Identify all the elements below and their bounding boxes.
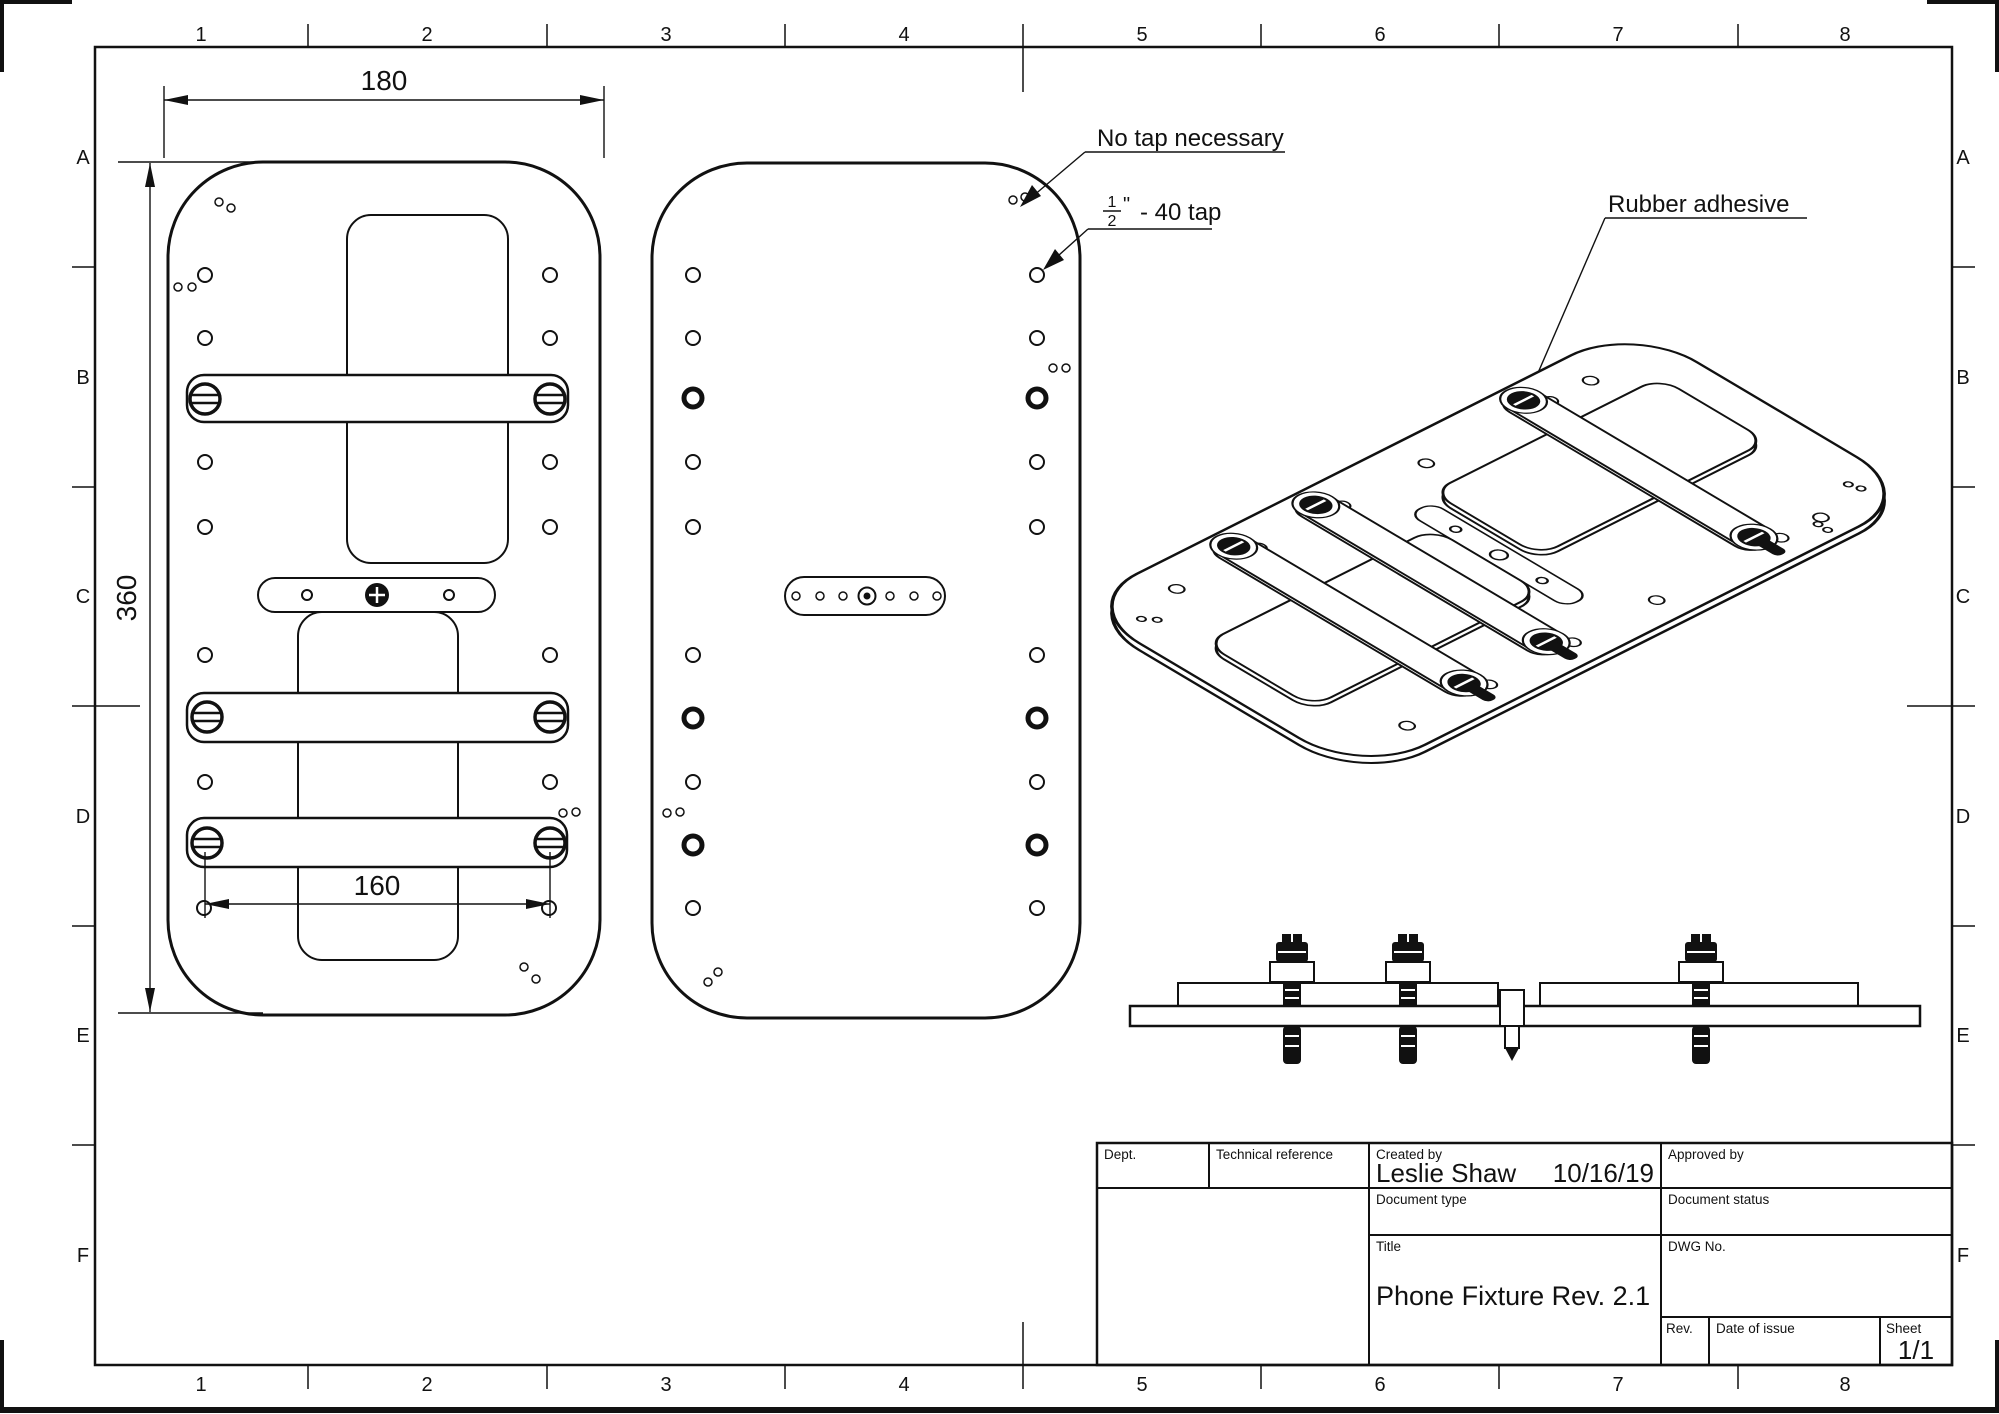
- grid-row-label: F: [76, 1245, 90, 1267]
- document-status-label: Document status: [1668, 1192, 1770, 1207]
- created-by-value: Leslie Shaw: [1376, 1158, 1517, 1188]
- grid-row-label: A: [1956, 147, 1970, 169]
- page-bottom-edge: [0, 1407, 1999, 1413]
- annotation-no-tap: [1020, 125, 1285, 207]
- grid-col-label: 2: [421, 24, 433, 46]
- dim-height-text: 360: [111, 574, 142, 622]
- hole-pattern: [686, 268, 1044, 915]
- grid-row-label: F: [1956, 1245, 1970, 1267]
- dimension-180: [164, 65, 604, 158]
- date-of-issue-label: Date of issue: [1716, 1321, 1795, 1336]
- dwg-no-label: DWG No.: [1668, 1239, 1726, 1254]
- isometric-view: [1069, 324, 1928, 783]
- grid-row-label: D: [1955, 806, 1971, 828]
- rubber-adhesive-text: Rubber adhesive: [1608, 191, 1790, 218]
- grid-row-label: C: [75, 586, 91, 608]
- title-label: Title: [1376, 1239, 1402, 1254]
- rev-label: Rev.: [1666, 1321, 1693, 1336]
- grid-row-label: B: [76, 367, 90, 389]
- grid-col-label: 4: [898, 1374, 910, 1396]
- sheet-value: 1/1: [1897, 1335, 1935, 1365]
- side-center-pin: [1500, 990, 1524, 1061]
- no-tap-text: No tap necessary: [1097, 125, 1284, 152]
- grid-col-label: 1: [195, 24, 207, 46]
- technical-reference-label: Technical reference: [1216, 1147, 1334, 1162]
- dim-width-text: 180: [360, 65, 408, 96]
- grid-row-label: E: [1956, 1025, 1970, 1047]
- pilot-hole-pairs: [663, 193, 1070, 986]
- created-date-value: 10/16/19: [1552, 1158, 1654, 1188]
- grid-col-label: 1: [195, 1374, 207, 1396]
- tap-fraction-denominator: 2: [1107, 213, 1117, 230]
- side-screws: [1270, 934, 1723, 1064]
- dim-screw-spacing-text: 160: [353, 870, 401, 901]
- drawing-title: Phone Fixture Rev. 2.1: [1376, 1281, 1651, 1311]
- grid-col-label: 8: [1839, 1374, 1851, 1396]
- grid-row-label: A: [76, 147, 90, 169]
- grid-row-label: E: [76, 1025, 90, 1047]
- tap-inch-mark: ": [1123, 194, 1131, 216]
- tapped-holes: [684, 389, 1046, 854]
- grid-col-label: 6: [1374, 1374, 1386, 1396]
- clamp-bars: [187, 375, 568, 867]
- grid-col-label: 6: [1374, 24, 1386, 46]
- dimension-360: [111, 162, 263, 1013]
- title-block: [1097, 1143, 1952, 1365]
- grid-col-label: 3: [660, 24, 672, 46]
- annotation-tap: [1043, 194, 1221, 270]
- approved-by-label: Approved by: [1668, 1147, 1744, 1162]
- center-strip: [258, 578, 495, 612]
- tap-text: - 40 tap: [1140, 199, 1222, 226]
- grid-row-label: C: [1955, 586, 1971, 608]
- side-pad-left: [1178, 983, 1498, 1006]
- leader-arrow: [1020, 185, 1041, 207]
- grid-col-label: 7: [1612, 24, 1624, 46]
- tap-fraction-numerator: 1: [1107, 194, 1117, 211]
- front-view-plate: [652, 163, 1080, 1018]
- grid-col-label: 5: [1136, 24, 1148, 46]
- grid-row-label: B: [1956, 367, 1970, 389]
- dept-label: Dept.: [1104, 1147, 1137, 1162]
- grid-col-label: 8: [1839, 24, 1851, 46]
- grid-col-label: 2: [421, 1374, 433, 1396]
- sheet-label: Sheet: [1886, 1321, 1922, 1336]
- grid-col-label: 7: [1612, 1374, 1624, 1396]
- grid-row-label: D: [75, 806, 91, 828]
- grid-col-label: 5: [1136, 1374, 1148, 1396]
- center-strip: [785, 577, 945, 615]
- grid-col-label: 3: [660, 1374, 672, 1396]
- grid-col-label: 4: [898, 24, 910, 46]
- document-type-label: Document type: [1376, 1192, 1467, 1207]
- created-by-label: Created by: [1376, 1147, 1443, 1162]
- side-view: [1130, 934, 1920, 1064]
- leader-arrow: [1043, 249, 1064, 270]
